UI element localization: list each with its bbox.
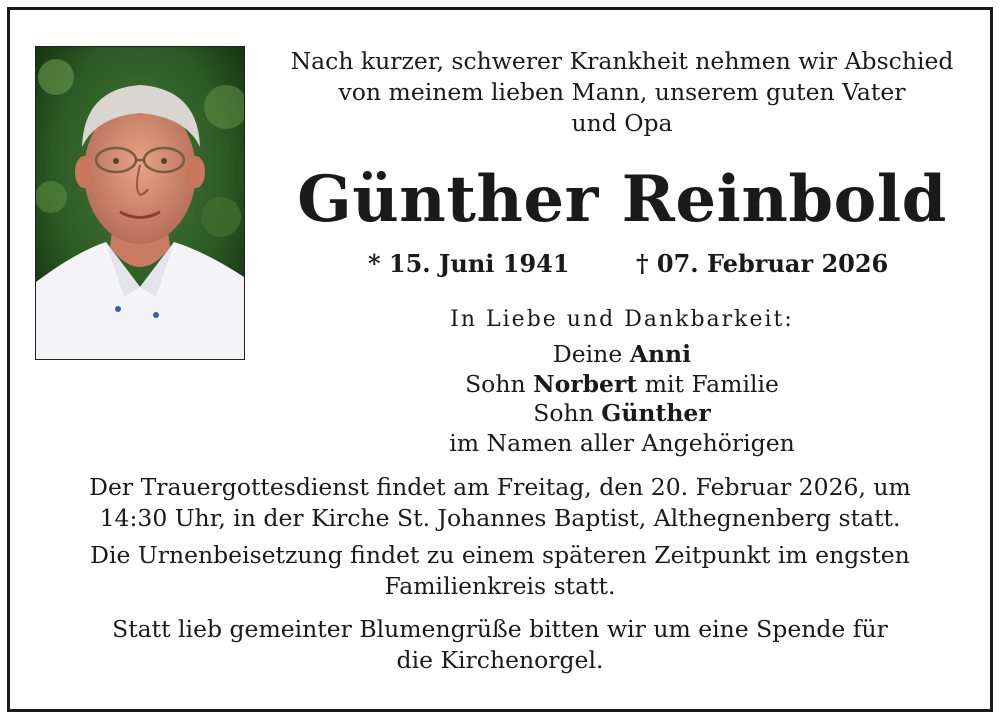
mourner-suffix: mit Familie	[644, 369, 779, 398]
deceased-name: Günther Reinbold	[297, 162, 947, 237]
notice-line: 14:30 Uhr, in der Kirche St. Johannes Baptist, Althegnenberg statt.	[99, 504, 901, 532]
service-notice	[60, 472, 940, 534]
donation-notice	[60, 614, 940, 676]
mourner-relatives: im Namen aller Angehörigen	[449, 428, 795, 457]
notice-line: Der Trauergottesdienst findet am Freitag, den 20. Februar 2026, um	[89, 473, 911, 501]
mourner-prefix: Sohn	[465, 369, 526, 398]
mourner-prefix: Deine	[552, 340, 623, 368]
portrait-photo-icon	[36, 47, 244, 359]
intro-line: Nach kurzer, schwerer Krankheit nehmen wir Abschied	[290, 47, 954, 75]
death-date: † 07. Februar 2026	[636, 249, 889, 278]
notice-line: Familienkreis statt.	[384, 572, 616, 600]
mourner-wife	[272, 340, 972, 370]
mourner-name: Norbert	[533, 369, 638, 398]
intro-text	[272, 46, 972, 139]
mourner-son	[272, 399, 972, 429]
intro-line: von meinem lieben Mann, unserem guten Vater	[338, 78, 906, 106]
notice-line: Statt lieb gemeinter Blumengrüße bitten wir um eine Spende für	[112, 615, 888, 643]
notice-line: Die Urnenbeisetzung findet zu einem späteren Zeitpunkt im engsten	[90, 541, 910, 569]
urn-notice	[60, 540, 940, 602]
mourner-prefix: Sohn	[533, 399, 594, 427]
mourner-name: Anni	[629, 340, 692, 368]
birth-date: * 15. Juni 1941	[368, 249, 570, 278]
intro-line: und Opa	[571, 109, 673, 137]
mourners-heading: In Liebe und Dankbarkeit:	[450, 307, 794, 332]
portrait-photo	[35, 46, 245, 360]
notice-line: die Kirchenorgel.	[396, 646, 604, 674]
mourner-son	[272, 370, 972, 400]
mourner-name: Günther	[601, 399, 711, 427]
mourners-list	[272, 340, 972, 458]
